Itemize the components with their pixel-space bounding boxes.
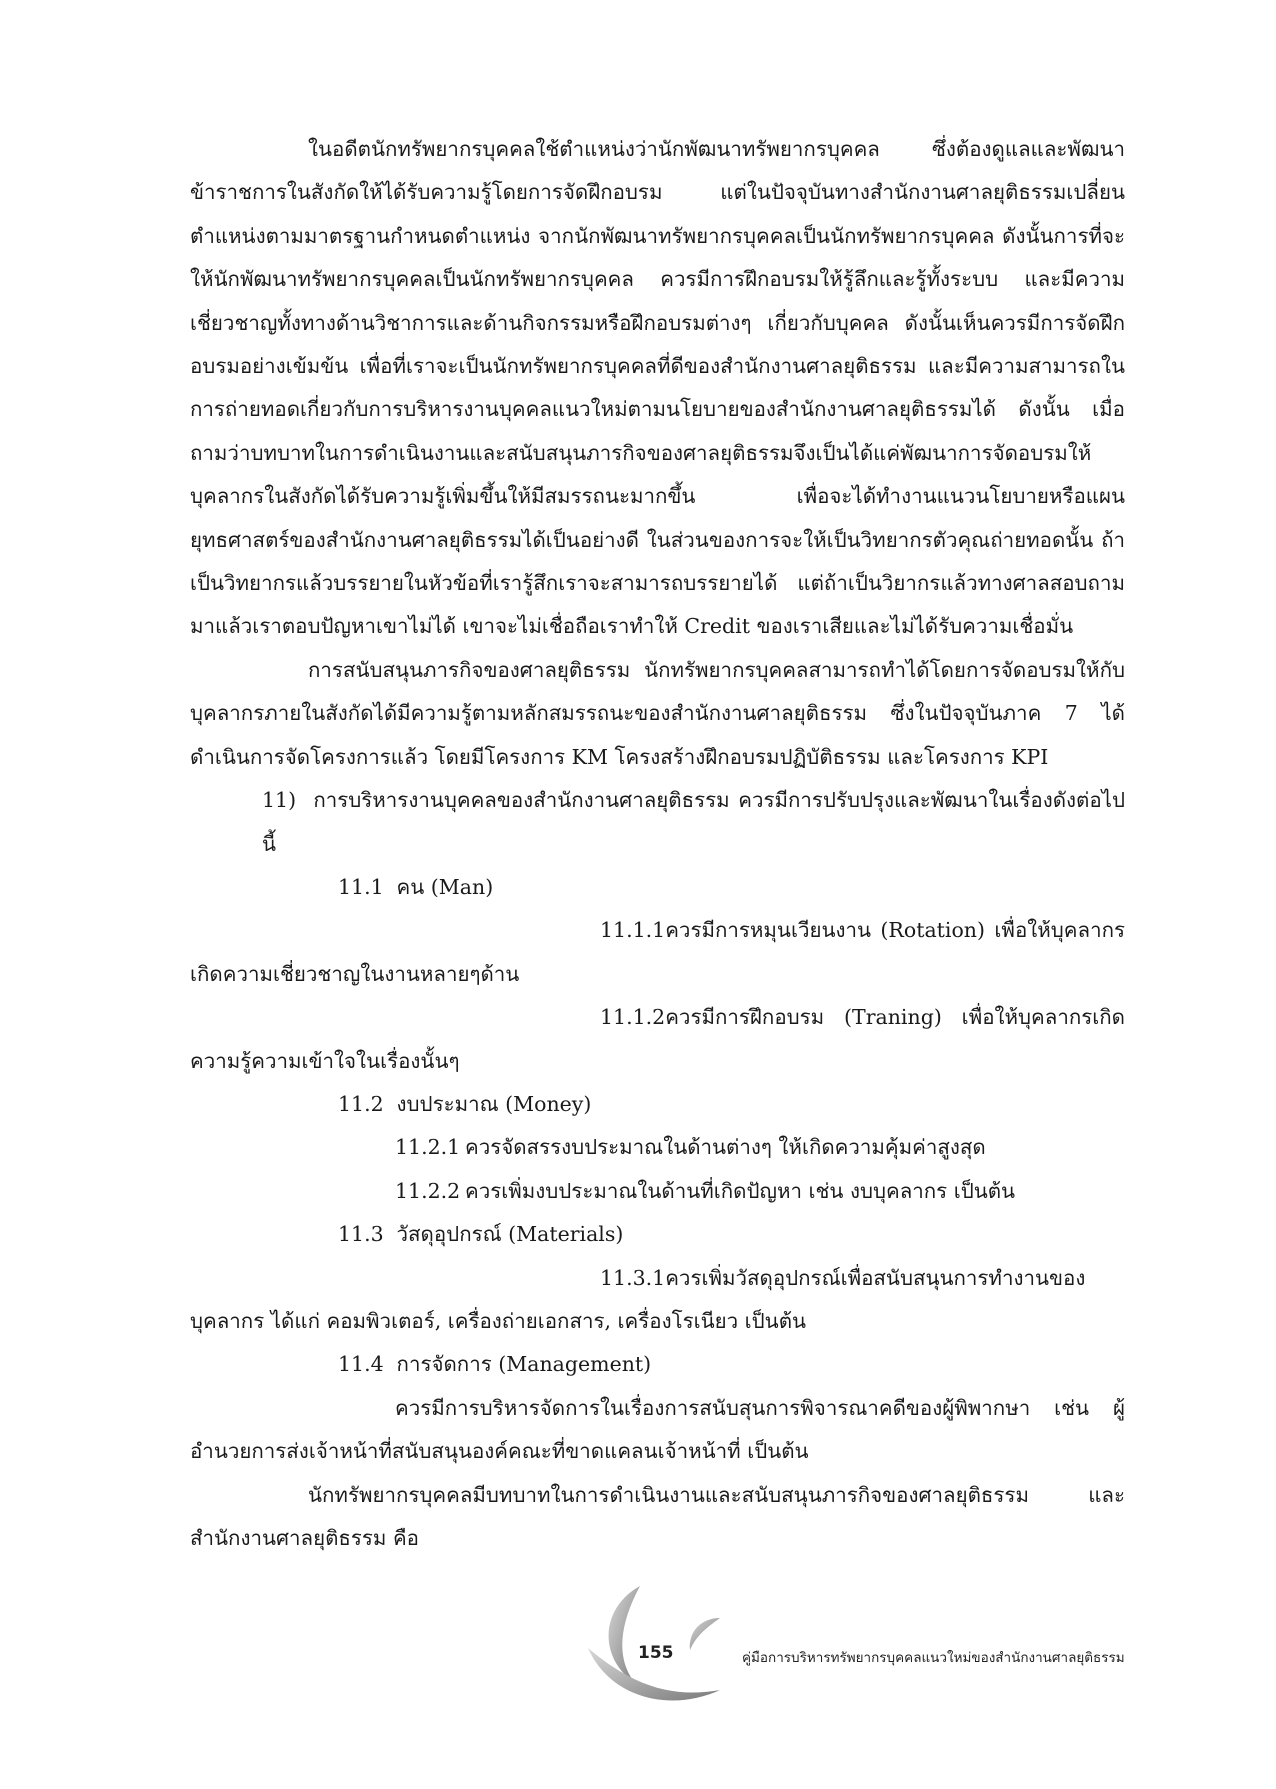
item-text: ควรเพิ่มวัสดุอุปกรณ์เพื่อสนับสนุนการทำงานของบุคลากร ได้แก่ คอมพิวเตอร์, เครื่องถ่ายเอกสาร, เครื่องโรเนียว เป็นต้น (190, 1265, 1086, 1333)
section-number: 11.3 (338, 1222, 384, 1247)
paragraph-final: นักทรัพยากรบุคคลมีบทบาทในการดำเนินงานและสนับสนุนภารกิจของศาลยุติธรรม และสำนักงานศาลยุติธรรม คือ (190, 1482, 1125, 1550)
item-11-3-1 (190, 1257, 1125, 1344)
item-11-4-text: ควรมีการบริหารจัดการในเรื่องการสนับสุนการพิจารณาคดีของผู้พิพากษา เช่น ผู้อำนวยการส่งเจ้าหน้าที่สนับสนุนองค์คณะที่ขาดแคลนเจ้าหน้าที่ เป็นต้น (190, 1395, 1125, 1464)
paragraph-support: การสนับสนุนภารกิจของศาลยุติธรรม นักทรัพยากรบุคคลสามารถทำได้โดยการจัดอบรมให้กับบุคลากรภายในสังกัดได้มีความรู้ตามหลักสมรรถนะของสำนักงานศาลยุติธรรม ซึ่งในปัจจุบันภาค 7 ได้ดำเนินการจัดโครงการแล้ว โดยมีโครงการ KM โครงสร้างฝึกอบรมปฏิบัติธรรม และโครงการ KPI (190, 657, 1125, 769)
item-text: ควรจัดสรรงบประมาณในด้านต่างๆ ให้เกิดความคุ้มค่าสูงสุด (465, 1135, 986, 1160)
item-number: 11.1.1 (600, 918, 666, 943)
section-title: คน (Man) (396, 874, 494, 899)
section-number: 11.2 (338, 1091, 384, 1116)
item-11-text: การบริหารงานบุคคลของสำนักงานศาลยุติธรรม ควรมีการปรับปรุงและพัฒนาในเรื่องดังต่อไปนี้ (262, 788, 1125, 856)
item-number: 11.2.1 (395, 1135, 461, 1160)
footer-title: คู่มือการบริหารทรัพยากรบุคคลแนวใหม่ของสำนักงานศาลยุติธรรม (742, 1650, 1125, 1666)
item-text: ควรมีการหมุนเวียนงาน (Rotation) เพื่อให้บุคลากรเกิดความเชี่ยวชาญในงานหลายๆด้าน (190, 918, 1125, 986)
section-title: การจัดการ (Management) (396, 1352, 652, 1377)
section-11-3-heading (190, 1213, 1125, 1256)
item-number: 11.2.2 (395, 1178, 461, 1203)
item-11-1-1 (190, 909, 1125, 996)
item-11-2-1 (190, 1126, 1125, 1169)
item-text: ควรมีการฝึกอบรม (Traning) เพื่อให้บุคลากรเกิดความรู้ความเข้าใจในเรื่องนั้นๆ (190, 1005, 1125, 1073)
section-11-4-heading (190, 1343, 1125, 1386)
section-11-1-heading (190, 866, 1125, 909)
item-number: 11.3.1 (600, 1265, 666, 1290)
paragraph-history: ในอดีตนักทรัพยากรบุคคลใช้ตำแหน่งว่านักพัฒนาทรัพยากรบุคคล ซึ่งต้องดูแลและพัฒนาข้าราชการในสังกัดให้ได้รับความรู้โดยการจัดฝึกอบรม แต่ในปัจจุบันทางสำนักงานศาลยุติธรรมเปลี่ยนตำแหน่งตามมาตรฐานกำหนดตำแหน่ง จากนักพัฒนาทรัพยากรบุคคลเป็นนักทรัพยากรบุคคล ดังนั้นการที่จะให้นักพัฒนาทรัพยากรบุคคลเป็นนักทรัพยากรบุคคล ควรมีการฝึกอบรมให้รู้ลึกและรู้ทั้งระบบ และมีความเชี่ยวชาญทั้งทางด้านวิชาการและด้านกิจกรรมหรือฝึกอบรมต่างๆ เกี่ยวกับบุคคล ดังนั้นเห็นควรมีการจัดฝึกอบรมอย่างเข้มข้น เพื่อที่เราจะเป็นนักทรัพยากรบุคคลที่ดีของสำนักงานศาลยุติธรรม และมีความสามารถในการถ่ายทอดเกี่ยวกับการบริหารงานบุคคลแนวใหม่ตามนโยบายของสำนักงานศาลยุติธรรมได้ ดังนั้น เมื่อถามว่าบทบาทในการดำเนินงานและสนับสนุนภารกิจของศาลยุติธรรมจึงเป็นได้แค่พัฒนาการจัดอบรมให้บุคลากรในสังกัดได้รับความรู้เพิ่มขึ้นให้มีสมรรถนะมากขึ้น เพื่อจะได้ทำงานแนวนโยบายหรือแผนยุทธศาสตร์ของสำนักงานศาลยุติธรรมได้เป็นอย่างดี ในส่วนของการจะให้เป็นวิทยากรตัวคุณถ่ายทอดนั้น ถ้าเป็นวิทยากรแล้วบรรยายในหัวข้อที่เรารู้สึกเราจะสามารถบรรยายได้ แต่ถ้าเป็นวิยากรแล้วทางศาลสอบถามมาแล้วเราตอบปัญหาเขาไม่ได้ เขาจะไม่เชื่อถือเราทำให้ Credit ของเราเสียและไม่ได้รับความเชื่อมั่น (190, 137, 1125, 639)
item-number: 11.1.2 (600, 1005, 666, 1030)
item-11 (190, 779, 1125, 866)
item-11-number: 11) (262, 788, 297, 813)
body-text (190, 128, 1125, 1560)
section-11-2-heading (190, 1083, 1125, 1126)
section-number: 11.4 (338, 1352, 384, 1377)
item-11-1-2 (190, 996, 1125, 1083)
page-number: 155 (638, 1643, 674, 1663)
item-11-2-2 (190, 1170, 1125, 1213)
section-title: งบประมาณ (Money) (396, 1091, 592, 1116)
section-title: วัสดุอุปกรณ์ (Materials) (396, 1222, 624, 1247)
section-number: 11.1 (338, 874, 384, 899)
item-text: ควรเพิ่มงบประมาณในด้านที่เกิดปัญหา เช่น งบบุคลากร เป็นต้น (465, 1178, 1016, 1203)
